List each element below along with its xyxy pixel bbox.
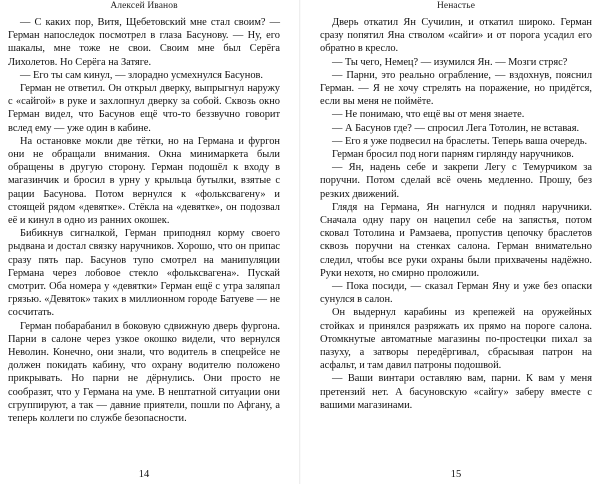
paragraph: Герман не ответил. Он открыл дверку, выпрыгнул наружу с «сайгой» в руке и захлопнул дверку за собой. Сквозь окно Герман видел, что Басунов ещё что-то беззвучно говорит вслед ему — уже один в кабине.	[8, 83, 280, 134]
paragraph: Он выдернул карабины из крепежей на оружейных стойках и принялся разряжать их прямо на пороге салона. Отомкнутые автоматные магазины по-простецки пихал за пазуху, а затворы передёргивал, сбрасывая патрон на асфальт, и там давил патроны подошвой.	[320, 307, 592, 372]
right-page	[320, 0, 592, 484]
left-body-text	[8, 16, 280, 425]
right-body-text	[320, 16, 592, 412]
paragraph: Герман бросил под ноги парням гирлянду наручников.	[332, 149, 574, 161]
paragraph: Герман побарабанил в боковую сдвижную дверь фургона. Парни в салоне через узкое окошко видели, что вернулся Неволин. Конечно, они знали, что водитель в спецрейсе не должен покидать кабину, что охрану водителю положено прикрывать. Но парни не дёрнулись. Они просто не сообразят, что у Германа на уме. В нештатной ситуации они сгруппируют, а так — давние приятели, пошли по Афгану, а теперь коллеги по службе безопасности.	[8, 320, 280, 425]
paragraph: — Ваши винтари оставляю вам, парни. К вам у меня претензий нет. А басуновскую «сайгу» заберу вместе с вашими магазинами.	[320, 373, 592, 411]
paragraph: На остановке мокли две тётки, но на Германа и фургон они не обращали внимания. Окна минимаркета были обращены в другую сторону. Герман подошёл к входу в магазинчик и бросил в урну у крыльца бутылки, взятые с рации Басунова. Потом вернулся к «фольксвагену» и стоящей рядом «девятке». Стёкла на «девятке», он подозвал её и кинул в одно из ранних окошек.	[8, 135, 280, 227]
left-running-head: Алексей Иванов	[110, 1, 178, 11]
paragraph: — Не понимаю, что ещё вы от меня знаете.	[332, 109, 525, 121]
paragraph: — Парни, это реально ограбление, — вздохнув, пояснил Герман. — Я не хочу стрелять на поражение, но придётся, если вы меня не поймёте.	[320, 69, 592, 108]
gutter	[299, 0, 301, 484]
paragraph: — Пока посиди, — сказал Герман Яну и уже без опаски сунулся в салон.	[320, 281, 592, 306]
left-page	[8, 0, 280, 484]
paragraph: — Ты чего, Немец? — изумился Ян. — Мозги стряс?	[332, 56, 568, 68]
paragraph: — Его я уже подвесил на браслеты. Теперь ваша очередь.	[332, 135, 588, 147]
paragraph: — Ян, надень себе и закрепи Легу с Темурчиком за поручни. Потом сделай всё очень медленно. Прошу, без резких движений.	[320, 162, 592, 200]
paragraph: Дверь откатил Ян Сучилин, и откатил широко. Герман сразу попятил Яна стволом «сайги» и от порога усадил его обратно в кресло.	[320, 17, 592, 55]
paragraph: Бибикнув сигналкой, Герман приподнял корму своего рыдвана и достал связку наручников. Хорошо, что он припас сразу пять пар. Басунов тупо смотрел на манипуляции Германа через лобовое стекло «фольксвагена». Пускай смотрит. Оба номера у «девятки» Герман ещё с утра заляпал грязью. «Девяток» таких в миллионном городе Батуеве — не сосчитать.	[8, 228, 280, 319]
left-page-number: 14	[138, 469, 150, 480]
paragraph: Глядя на Германа, Ян нагнулся и поднял наручники. Сначала одну пару он нацепил себе на запястья, потом сковал Тотолина и Рамзаева, пропустив цепочку браслетов сквозь поручни на стенках салона. Герман внимательно следил, чтобы все руки охраны были прихвачены надёжно. Руки нехотя, но смирно проложили.	[320, 201, 592, 279]
right-page-number: 15	[450, 469, 462, 480]
right-running-head: Ненастье	[436, 1, 476, 11]
paragraph: — Его ты сам кинул, — злорадно усмехнулся Басунов.	[20, 69, 264, 81]
paragraph: — С каких пор, Витя, Щебетовский мне стал своим? — Герман напоследок посмотрел в глаза Басунову. — Ну, его шакалы, мне тоже не свои. Своим мне был Серёга Лихолетов. Но Серёга на Затяге.	[8, 17, 280, 68]
paragraph: — А Басунов где? — спросил Лега Тотолин, не вставая.	[332, 122, 580, 134]
